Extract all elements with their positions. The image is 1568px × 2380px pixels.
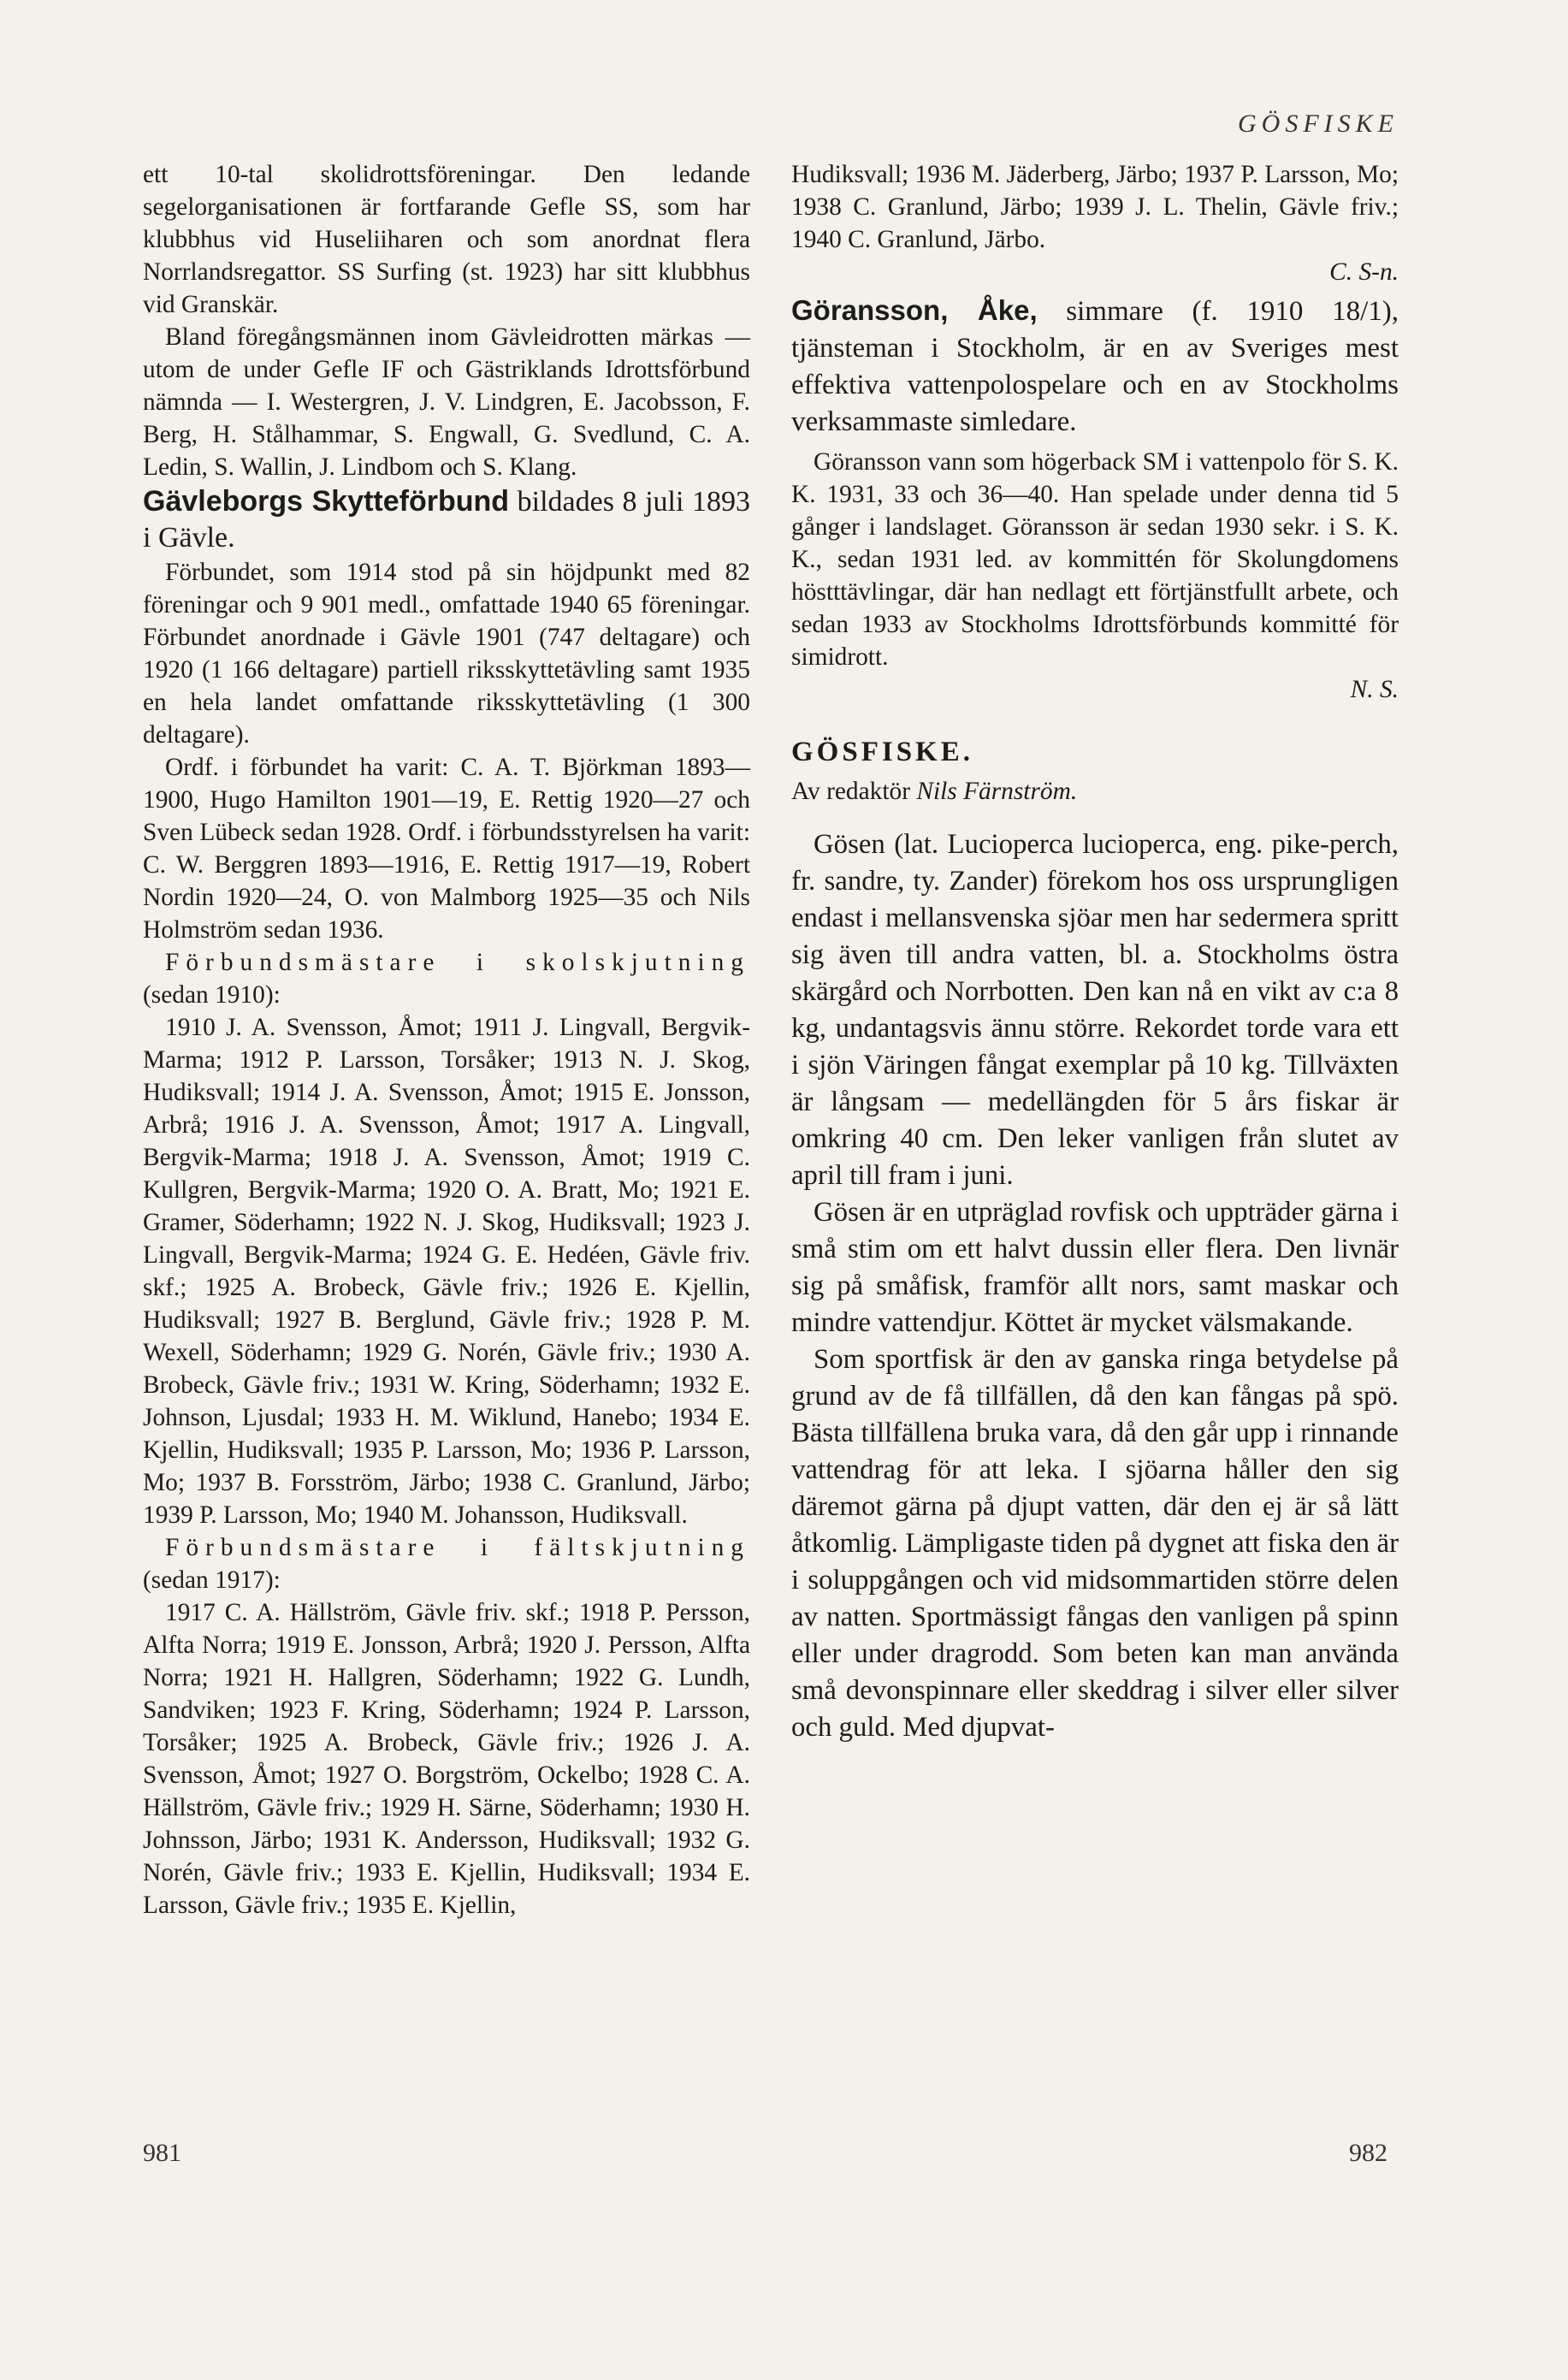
- section-title: GÖSFISKE.: [791, 737, 973, 767]
- spaced-heading: Förbundsmästare i skolskjutning: [165, 949, 750, 976]
- page-number-left: 981: [143, 2139, 181, 2167]
- paragraph: ett 10-tal skolidrottsföreningar. Den ledande segelorganisationen är fortfarande Gefle SS, som har klubbhus vid Huseliiharen och som anordnat flera Norrlandsregattor. SS Surfing (st. 1923) har sitt klubbhus vid Granskär.: [143, 161, 750, 318]
- left-column: [143, 158, 750, 1921]
- entry-text: simmare (f. 1910 18/1), tjänsteman i Stockholm, är en av Sveriges mest effektiva vattenpolospelare och en av Stockholms verksammaste simledare.: [791, 296, 1399, 437]
- signature: C. S-n.: [1329, 258, 1399, 286]
- entry-heading: Göransson, Åke,: [791, 294, 1038, 326]
- paragraph: Bland föregångsmännen inom Gävleidrotten märkas — utom de under Gefle IF och Gästriklands Idrottsförbund nämnda — I. Westergren, J. V. Lindgren, E. Jacobsson, F. Berg, H. Stålhammar, S. Engwall, G. Svedlund, C. A. Ledin, S. Wallin, J. Lindbom och S. Klang.: [143, 323, 750, 481]
- right-column: [791, 158, 1399, 1746]
- paragraph: Hudiksvall; 1936 M. Jäderberg, Järbo; 1937 P. Larsson, Mo; 1938 C. Granlund, Järbo; 1939 J. L. Thelin, Gävle friv.; 1940 C. Granlund, Järbo.: [791, 161, 1399, 253]
- heading-suffix: (sedan 1917):: [143, 1566, 281, 1594]
- paragraph: Som sportfisk är den av ganska ringa betydelse på grund av de få tillfällen, då den kan fångas på spö. Bästa tillfällena bruka vara, då den går upp i rinnande vattendrag för att leka. I sjöarna håller den sig däremot gärna på djupt vatten, där den ej är så lätt åtkomlig. Lämpligaste tiden på dygnet att fiska den är i soluppgången och vid midsommartiden större delen av natten. Sportmässigt fångas den vanligen på spinn eller under dragrodd. Som beten kan man använda små devonspinnare eller skeddrag i silver eller silver och guld. Med djupvat-: [791, 1344, 1399, 1743]
- paragraph: Gösen är en utpräglad rovfisk och uppträder gärna i små stim om ett halvt dussin eller flera. Den livnär sig på småfisk, framför allt nors, samt maskar och mindre vattendjur. Köttet är mycket välsmakande.: [791, 1197, 1399, 1338]
- article-body: [791, 826, 1399, 1746]
- heading-suffix: (sedan 1910):: [143, 981, 281, 1009]
- paragraph: [143, 1531, 750, 1596]
- byline-prefix: Av redaktör: [791, 778, 917, 805]
- byline-author: Nils Färnström.: [916, 778, 1078, 805]
- results-list: 1917 C. A. Hällström, Gävle friv. skf.; 1918 P. Persson, Alfta Norra; 1919 E. Jonsson, Arbrå; 1920 J. Persson, Alfta Norra; 1921 H. Hallgren, Söderhamn; 1922 G. Lundh, Sandviken; 1923 F. Kring, Söderhamn; 1924 P. Larsson, Torsåker; 1925 A. Brobeck, Gävle friv.; 1926 J. A. Svensson, Åmot; 1927 O. Borgström, Ockelbo; 1928 C. A. Hällström, Gävle friv.; 1929 H. Särne, Söderhamn; 1930 H. Johnsson, Järbo; 1931 K. Andersson, Hudiksvall; 1932 G. Norén, Gävle friv.; 1933 E. Kjellin, Hudiksvall; 1934 E. Larsson, Gävle friv.; 1935 E. Kjellin,: [143, 1599, 750, 1919]
- spaced-heading: Förbundsmästare i fältskjutning: [165, 1534, 750, 1561]
- paragraph-entry: [791, 292, 1399, 441]
- paragraph-entry: [143, 483, 750, 556]
- signature: N. S.: [1350, 676, 1399, 703]
- page-number-right: 982: [1349, 2139, 1388, 2167]
- entry-heading: Gävleborgs Skytteförbund: [143, 485, 510, 518]
- running-head: GÖSFISKE: [1238, 110, 1399, 138]
- paragraph: Förbundet, som 1914 stod på sin höjdpunkt med 82 föreningar och 9 901 medl., omfattade 1940 65 föreningar. Förbundet anordnade i Gävle 1901 (747 deltagare) och 1920 (1 166 deltagare) partiell riksskyttetävling samt 1935 en hela landet omfattande riksskyttetävling (1 300 deltagare).: [143, 559, 750, 749]
- paragraph: Ordf. i förbundet ha varit: C. A. T. Björkman 1893—1900, Hugo Hamilton 1901—19, E. Rettig 1920—27 och Sven Lübeck sedan 1928. Ordf. i förbundsstyrelsen ha varit: C. W. Berggren 1893—1916, E. Rettig 1917—19, Robert Nordin 1920—24, O. von Malmborg 1925—35 och Nils Holmström sedan 1936.: [143, 754, 750, 944]
- entry-text: bildades 8 juli 1893 i Gävle.: [143, 486, 750, 554]
- paragraph: Göransson vann som högerback SM i vattenpolo för S. K. K. 1931, 33 och 36—40. Han spelade under denna tid 5 gånger i landslaget. Göransson är sedan 1930 sekr. i S. K. K., sedan 1931 led. av kommittén för Skolungdomens höstttävlingar, där han nedlagt ett förtjänstfullt arbete, och sedan 1933 av Stockholms Idrottsförbunds kommitté för simidrott.: [791, 448, 1399, 671]
- results-list: 1910 J. A. Svensson, Åmot; 1911 J. Lingvall, Bergvik-Marma; 1912 P. Larsson, Torsåker; 1913 N. J. Skog, Hudiksvall; 1914 J. A. Svensson, Åmot; 1915 E. Jonsson, Arbrå; 1916 J. A. Svensson, Åmot; 1917 A. Lingvall, Bergvik-Marma; 1918 J. A. Svensson, Åmot; 1919 C. Kullgren, Bergvik-Marma; 1920 O. A. Bratt, Mo; 1921 E. Gramer, Söderhamn; 1922 N. J. Skog, Hudiksvall; 1923 J. Lingvall, Bergvik-Marma; 1924 G. E. Hedéen, Gävle friv. skf.; 1925 A. Brobeck, Gävle friv.; 1926 E. Kjellin, Hudiksvall; 1927 B. Berglund, Gävle friv.; 1928 P. M. Wexell, Söderhamn; 1929 G. Norén, Gävle friv.; 1930 A. Brobeck, Gävle friv.; 1931 W. Kring, Söderhamn; 1932 E. Johnson, Ljusdal; 1933 H. M. Wiklund, Hanebo; 1934 E. Kjellin, Hudiksvall; 1935 P. Larsson, Mo; 1936 P. Larsson, Mo; 1937 B. Forsström, Järbo; 1938 C. Granlund, Järbo; 1939 P. Larsson, Mo; 1940 M. Johansson, Hudiksvall.: [143, 1014, 750, 1529]
- byline: [791, 775, 1399, 808]
- paragraph: [143, 946, 750, 1011]
- paragraph: Gösen (lat. Lucioperca lucioperca, eng. pike-perch, fr. sandre, ty. Zander) förekom hos oss ursprungligen endast i mellansvenska sjöar men har sedermera spritt sig även till andra vatten, bl. a. Stockholms östra skärgård och Norrbotten. Den kan nå en vikt av c:a 8 kg, undantagsvis ännu större. Rekordet torde vara ett i sjön Väringen fångat exemplar på 10 kg. Tillväxten är långsam — medellängden för 5 års fiskar är omkring 40 cm. Den leker vanligen från slutet av april till fram i juni.: [791, 829, 1399, 1191]
